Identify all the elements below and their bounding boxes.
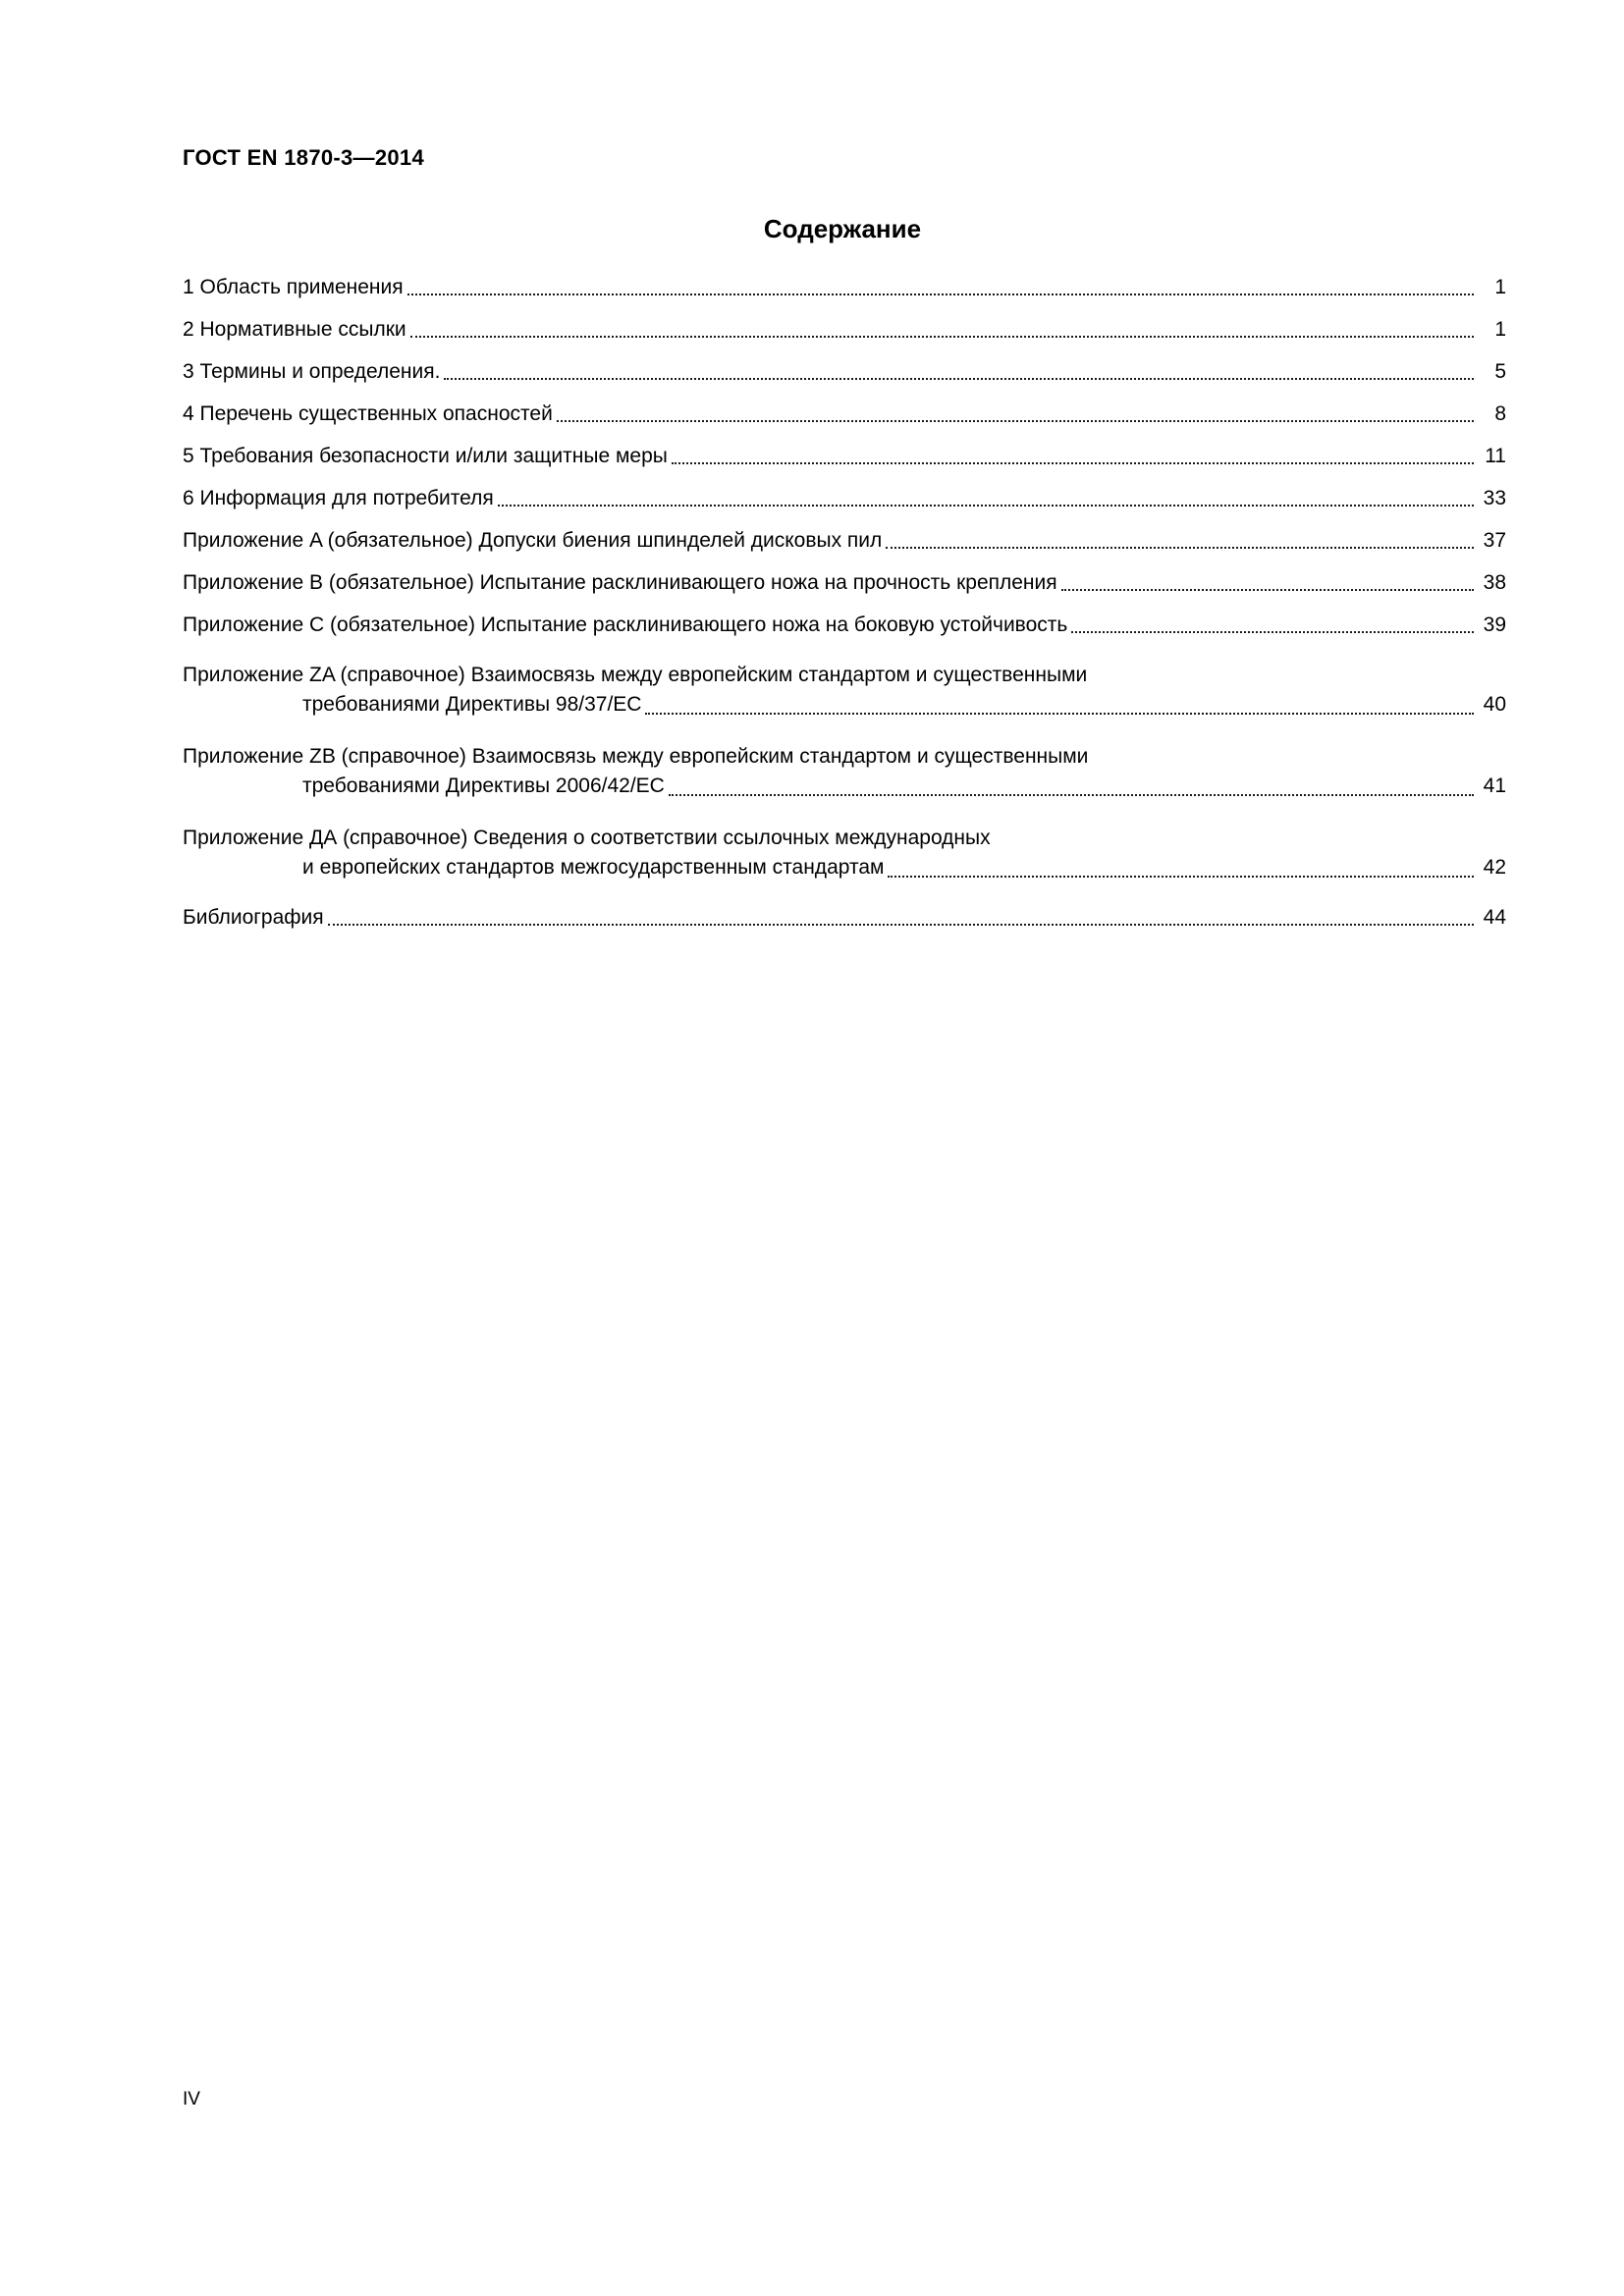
toc-entry-label: Приложение ZA (справочное) Взаимосвязь между европейским стандартом и существенными: [183, 664, 1088, 686]
toc-entry[interactable]: [183, 613, 1506, 638]
toc-entry[interactable]: [183, 570, 1506, 596]
table-of-contents: [183, 275, 1506, 947]
toc-entry[interactable]: [183, 528, 1506, 554]
toc-entry[interactable]: [183, 824, 1506, 882]
page-number: IV: [183, 2089, 200, 2109]
document-standard-number: ГОСТ EN 1870-3—2014: [183, 145, 425, 170]
toc-entry[interactable]: [183, 275, 1506, 300]
toc-entry-page: 37: [1483, 529, 1506, 552]
toc-leader-dots: [498, 504, 1474, 507]
toc-entry-label: 4 Перечень существенных опасностей: [183, 402, 553, 425]
toc-entry-label: 5 Требования безопасности и/или защитные меры: [183, 445, 668, 467]
toc-entry-label: 2 Нормативные ссылки: [183, 318, 406, 341]
toc-entry-label: Приложение C (обязательное) Испытание расклинивающего ножа на боковую устойчивость: [183, 614, 1068, 636]
toc-entry[interactable]: [183, 401, 1506, 427]
page-title: Содержание: [763, 214, 922, 243]
toc-entry[interactable]: [183, 359, 1506, 385]
toc-entry-page: 41: [1483, 774, 1506, 797]
toc-entry-label: Библиография: [183, 906, 324, 929]
toc-leader-dots: [669, 793, 1474, 796]
toc-leader-dots: [328, 923, 1474, 926]
toc-entry-label-continued: требованиями Директивы 2006/42/ЕС: [302, 774, 665, 797]
toc-entry-page: 38: [1483, 571, 1506, 594]
toc-entry-page: 39: [1483, 614, 1506, 636]
toc-entry-page: 33: [1483, 487, 1506, 509]
toc-entry[interactable]: [183, 661, 1506, 720]
toc-entry[interactable]: [183, 317, 1506, 343]
toc-entry-page: 40: [1483, 693, 1506, 716]
toc-leader-dots: [672, 461, 1474, 464]
toc-leader-dots: [557, 419, 1474, 422]
toc-leader-dots: [407, 293, 1474, 295]
toc-leader-dots: [1071, 630, 1474, 633]
toc-leader-dots: [645, 712, 1474, 715]
toc-entry-label-continued: требованиями Директивы 98/37/ЕС: [302, 693, 642, 716]
toc-entry[interactable]: [183, 742, 1506, 801]
toc-entry[interactable]: [183, 905, 1506, 931]
toc-entry-label: 1 Область применения: [183, 276, 404, 298]
toc-entry-page: 42: [1483, 856, 1506, 879]
toc-entry-page: 8: [1494, 402, 1506, 425]
toc-leader-dots: [410, 335, 1474, 338]
toc-entry-label-continued: и европейских стандартов межгосударственным стандартам: [302, 856, 885, 879]
toc-entry[interactable]: [183, 444, 1506, 469]
toc-entry-page: 1: [1494, 276, 1506, 298]
toc-entry-page: 1: [1494, 318, 1506, 341]
toc-entry-label: Приложение A (обязательное) Допуски биения шпинделей дисковых пил: [183, 529, 883, 552]
toc-entry-label: Приложение B (обязательное) Испытание расклинивающего ножа на прочность крепления: [183, 571, 1057, 594]
toc-leader-dots: [444, 377, 1474, 380]
toc-entry-label: 3 Термины и определения.: [183, 360, 441, 383]
toc-entry-page: 44: [1483, 906, 1506, 929]
toc-entry-page: 5: [1494, 360, 1506, 383]
toc-entry-page: 11: [1485, 445, 1506, 467]
toc-entry-label: Приложение ZB (справочное) Взаимосвязь между европейским стандартом и существенными: [183, 745, 1089, 768]
toc-entry-label: 6 Информация для потребителя: [183, 487, 494, 509]
toc-entry-label: Приложение ДА (справочное) Сведения о соответствии ссылочных международных: [183, 827, 991, 849]
toc-leader-dots: [888, 875, 1474, 878]
toc-entry[interactable]: [183, 486, 1506, 511]
toc-leader-dots: [1061, 588, 1474, 591]
toc-leader-dots: [886, 546, 1474, 549]
